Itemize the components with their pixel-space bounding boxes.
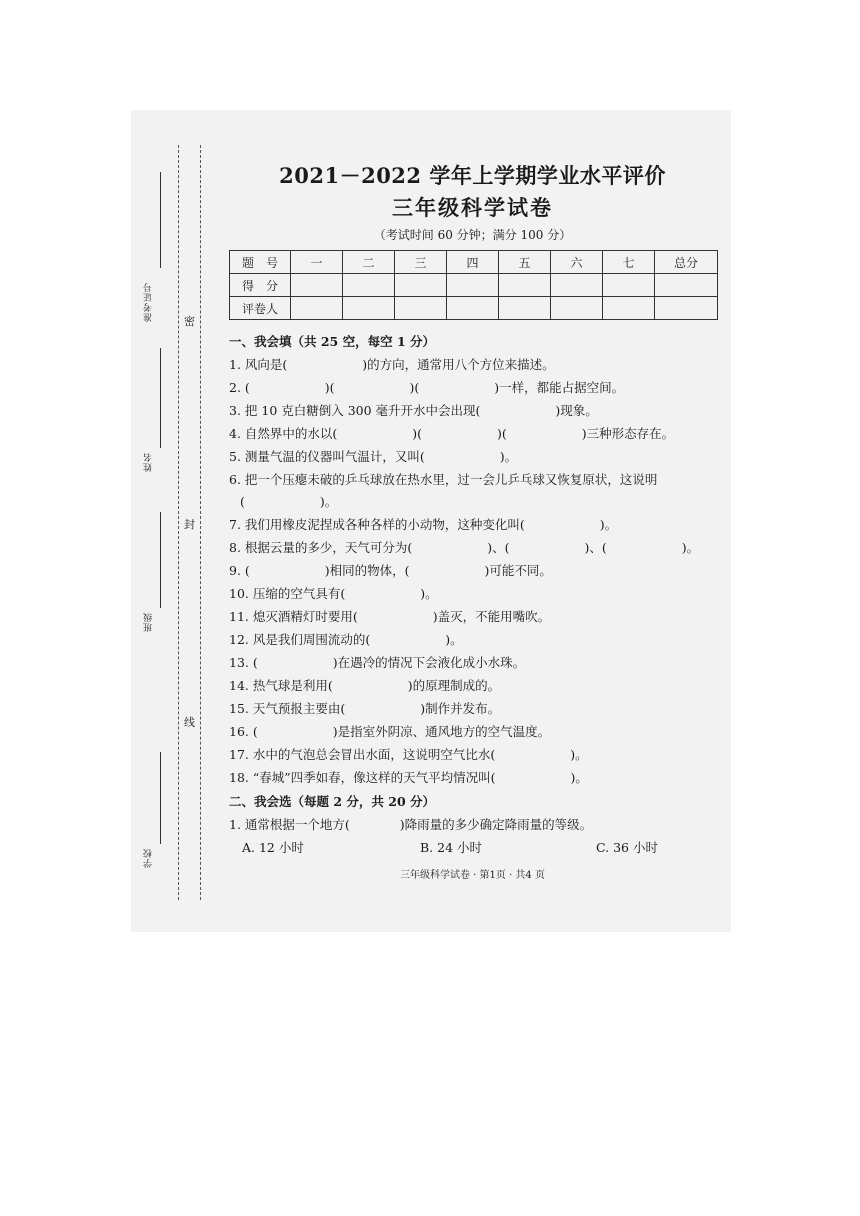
header-cell: 五 [499,251,551,274]
header-cell: 三 [395,251,447,274]
question-18: 18. “春城”四季如春，像这样的天气平均情况叫( )。 [229,770,588,785]
exam-title: 2021－2022 学年上学期学业水平评价 [279,163,666,188]
question-10: 10. 压缩的空气具有( )。 [229,586,438,601]
score-cell[interactable] [655,274,718,297]
exam-subtitle: 三年级科学试卷 [392,195,553,220]
grader-cell[interactable] [603,297,655,320]
question-6-continued: ( )。 [240,494,338,509]
row-label: 得 分 [230,274,291,297]
score-cell[interactable] [603,274,655,297]
question-1: 1. 风向是( )的方向，通常用八个方位来描述。 [229,357,555,372]
grader-cell[interactable] [447,297,499,320]
question-2: 2. ( )( )( )一样，都能占据空间。 [229,380,625,395]
question-4: 4. 自然界中的水以( )( )( )三种形态存在。 [229,426,675,441]
choice-question-1: 1. 通常根据一个地方( )降雨量的多少确定降雨量的等级。 [229,817,593,832]
grader-cell[interactable] [395,297,447,320]
question-16: 16. ( )是指室外阴凉、通风地方的空气温度。 [229,724,551,739]
header-cell: 七 [603,251,655,274]
score-cell[interactable] [291,274,343,297]
score-row [230,274,718,297]
question-14: 14. 热气球是利用( )的原理制成的。 [229,678,501,693]
header-cell: 题 号 [230,251,291,274]
header-cell: 一 [291,251,343,274]
grader-row [230,297,718,320]
seal-dashed-line-left [178,145,179,900]
question-3: 3. 把 10 克白糖倒入 300 毫升开水中会出现( )现象。 [229,403,598,418]
class-label: 班级 [144,612,154,632]
seal-char-feng: 封 [184,518,195,531]
grader-cell[interactable] [655,297,718,320]
option-a[interactable]: A. 12 小时 [242,840,304,855]
exam-id-label: 准考证号 [144,282,154,322]
question-8: 8. 根据云量的多少，天气可分为( )、( )、( )。 [229,540,700,555]
question-11: 11. 熄灭酒精灯时要用( )盖灭，不能用嘴吹。 [229,609,551,624]
header-cell: 四 [447,251,499,274]
grader-cell[interactable] [499,297,551,320]
question-15: 15. 天气预报主要由( )制作并发布。 [229,701,501,716]
seal-char-mi: 密 [184,315,195,328]
seal-dashed-line-right [200,145,201,900]
class-line [160,512,161,608]
school-line [160,752,161,844]
name-label: 姓名 [144,452,154,472]
grader-cell[interactable] [291,297,343,320]
option-c[interactable]: C. 36 小时 [596,840,658,855]
question-9: 9. ( )相同的物体，( )可能不同。 [229,563,552,578]
score-cell[interactable] [395,274,447,297]
seal-char-xian: 线 [184,716,195,729]
score-cell[interactable] [343,274,395,297]
question-12: 12. 风是我们周围流动的( )。 [229,632,463,647]
score-cell[interactable] [499,274,551,297]
option-b[interactable]: B. 24 小时 [420,840,483,855]
section2-title: 二、我会选（每题 2 分，共 20 分） [229,794,436,809]
section1-title: 一、我会填（共 25 空，每空 1 分） [229,334,436,349]
header-cell: 二 [343,251,395,274]
header-cell: 总分 [655,251,718,274]
grader-cell[interactable] [551,297,603,320]
grader-cell[interactable] [343,297,395,320]
score-cell[interactable] [551,274,603,297]
exam-note: （考试时间 60 分钟；满分 100 分） [373,228,572,242]
exam-id-line [160,172,161,268]
page-footer: 三年级科学试卷 · 第1页 · 共4 页 [400,870,545,881]
name-line [160,348,161,448]
score-table-header-row [230,251,718,274]
school-label: 学校 [144,848,154,868]
row-label: 评卷人 [230,297,291,320]
score-table [229,250,718,320]
question-17: 17. 水中的气泡总会冒出水面，这说明空气比水( )。 [229,747,588,762]
question-13: 13. ( )在遇冷的情况下会液化成小水珠。 [229,655,526,670]
score-cell[interactable] [447,274,499,297]
question-5: 5. 测量气温的仪器叫气温计，又叫( )。 [229,449,518,464]
header-cell: 六 [551,251,603,274]
question-7: 7. 我们用橡皮泥捏成各种各样的小动物，这种变化叫( )。 [229,517,618,532]
question-6: 6. 把一个压瘪未破的乒乓球放在热水里，过一会儿乒乓球又恢复原状，这说明 [229,472,658,487]
